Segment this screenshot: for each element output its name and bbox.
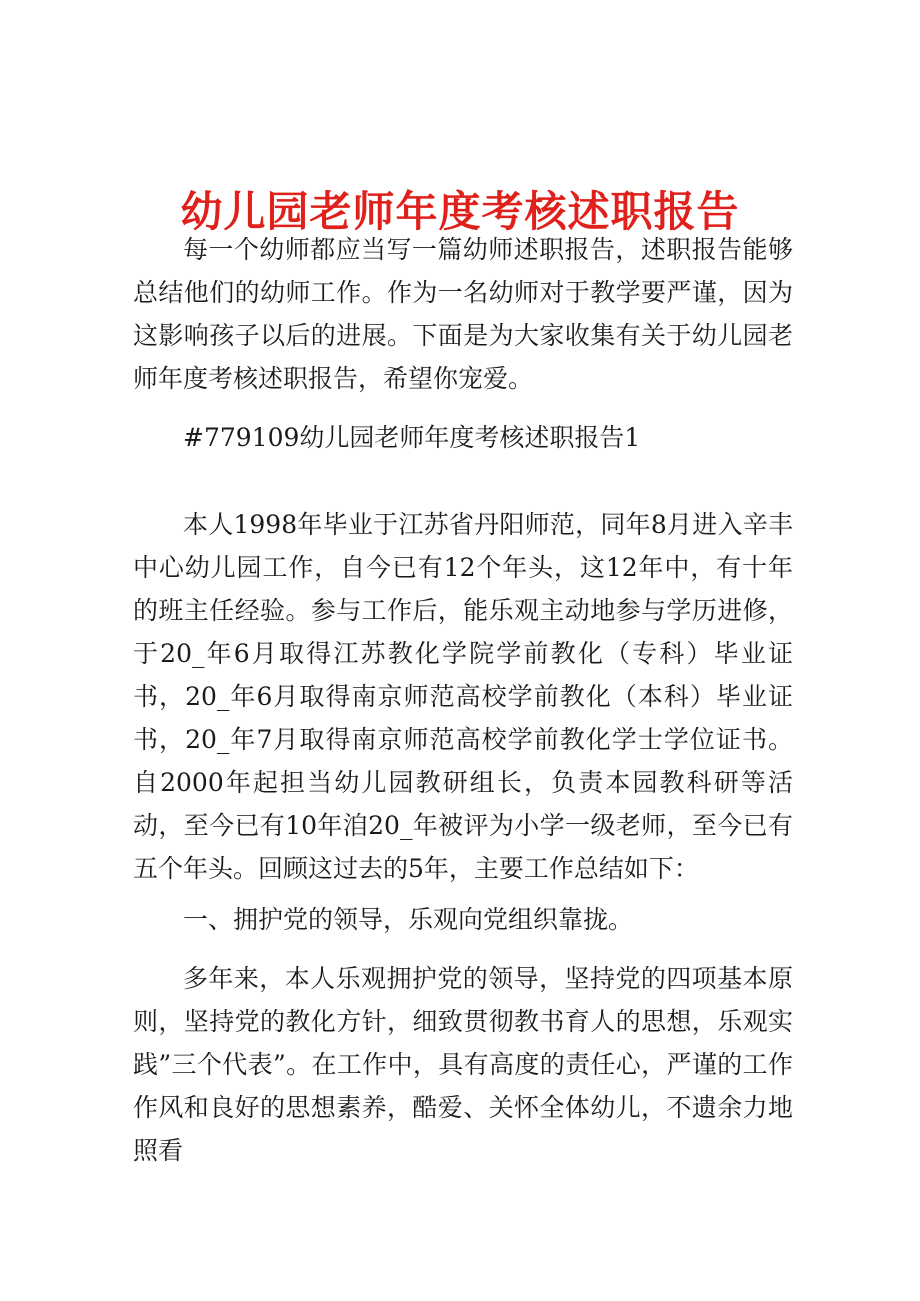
document-title: 幼儿园老师年度考核述职报告 [180,187,740,237]
intro-paragraph: 每一个幼师都应当写一篇幼师述职报告，述职报告能够总结他们的幼师工作。作为一名幼师对于教学要严谨，因为这影响孩子以后的进展。下面是为大家收集有关于幼儿园老师年度考核述职报告，希望你宠爱。 [133,235,793,393]
paragraph-2: 多年来，本人乐观拥护党的领导，坚持党的四项基本原则，坚持党的教化方针，细致贯彻教书育人的思想，乐观实践”三个代表”。在工作中，具有高度的责任心，严谨的工作作风和良好的思想素养，酷爱、关怀全体幼儿，不遗余力地照看 [133,964,793,1165]
section-heading: #779109幼儿园老师年度考核述职报告1 [183,423,641,452]
document-body [133,228,793,1188]
point-1-heading: 一、拥护党的领导，乐观向党组织靠拢。 [183,905,634,934]
paragraph-1: 本人1998年毕业于江苏省丹阳师范，同年8月进入辛丰中心幼儿园工作，自今已有12个年头，这12年中，有十年的班主任经验。参与工作后，能乐观主动地参与学历进修，于20_年6月取得江苏教化学院学前教化（专科）毕业证书，20_年6月取得南京师范高校学前教化（本科）毕业证书，20_年7月取得南京师范高校学前教化学士学位证书。自2000年起担当幼儿园教研组长，负责本园教科研等活动，至今已有10年洎20_年被评为小学一级老师，至今已有五个年头。回顾这过去的5年，主要工作总结如下： [133,510,793,883]
